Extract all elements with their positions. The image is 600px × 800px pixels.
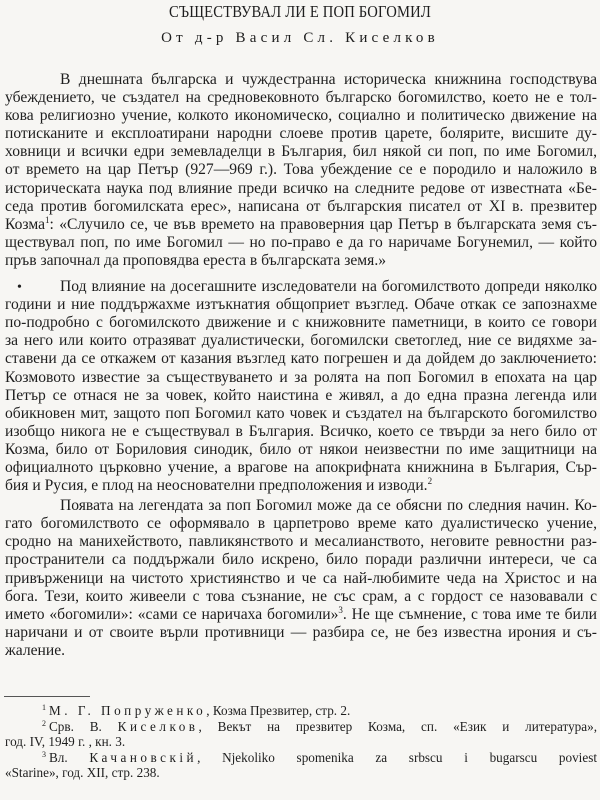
text-line: Козмовото известие за съществуването и за ролята на поп Богомил в епохата на цар: [5, 368, 597, 386]
text-line-with-footnote: [5, 477, 597, 495]
text-line: наричани и от своите върли противници — разбира се, не без известна ирония и съ-: [5, 623, 597, 641]
text-line: В днешната българска и чуждестранна историческа книжнина господствува: [60, 71, 597, 88]
footnote-author: Киселков: [117, 718, 199, 734]
text-line: пространители са поддържали било искрено, било поради различни интереси, че са: [5, 551, 597, 569]
text-line: ховници и всички едри земевладелци в България, бил някой си поп, по име Богомил,: [5, 143, 597, 161]
footnote-ref-3[interactable]: 3: [338, 605, 343, 615]
text-line: години и ние поддържахме изтъкнатия общоприет възглед. Обаче откак се запознахме: [5, 296, 597, 314]
article-body: [5, 71, 597, 660]
article-byline: От д-р Васил Сл. Киселков: [161, 30, 439, 46]
footnote-author: Качановскiй: [89, 749, 198, 765]
footnote-text: , Векът на презвитер Козма, сп. «Език и литература»,: [198, 718, 597, 734]
article-title: СЪЩЕСТВУВАЛ ЛИ Е ПОП БОГОМИЛ: [169, 2, 431, 21]
paragraph-3: [5, 497, 597, 660]
paragraph-1: [5, 71, 597, 270]
text-line: по-подробно с богомилското движение и с книжовните паметници, в които се говори: [5, 314, 597, 332]
text-line: сродно на манихейството, павликянството и месалианството, неговите ревностни раз-: [5, 533, 597, 551]
footnote-2-continuation: год. IV, 1949 г. , кн. 3.: [5, 734, 126, 750]
text-line: седа против богомилската ерес», написана от българския писател от XI в. презвитер: [5, 197, 597, 215]
text-line: Петър се отнася не за човек, който наистина е живял, а до една празна легенда или: [5, 386, 597, 404]
text-line: привърженици на чистото християнство и че са най-любимите чеда на Христос и на: [5, 569, 597, 587]
footnote-3: [5, 750, 597, 766]
text-line: Появата на легендата за поп Богомил може да се обясни по следния начин. Ко-: [60, 497, 597, 515]
text-line-with-footnote: Козма$^1$: «Случило се, че във времето на правоверния цар Петър в българската земя съ-: [5, 215, 597, 233]
footnote-number: 1: [42, 703, 46, 712]
footnote-text: , Козма Презвитер, стр. 2.: [206, 703, 351, 718]
footnote-prefix: Срв. В.: [49, 718, 118, 734]
footnote-separator: [4, 696, 90, 697]
text-fragment: «Случило се, че във времето на правоверния цар Петър в българската земя съ-: [59, 215, 597, 233]
text-line: кова религиозно учение, колкото икономическо, социално и политическо движение на: [5, 107, 597, 125]
footnote-number: 2: [42, 718, 46, 728]
footnote-number: 3: [42, 749, 46, 759]
text-line: изобщо никога не е съществувал в България. Всичко, което се твърди за него било от: [5, 422, 597, 440]
footnote-1: [5, 703, 597, 719]
footnote-3-continuation: «Starine», год. XII, стр. 238.: [5, 765, 160, 781]
text-line: потисканите и експлоатирани народни слоеве против царете, болярите, висшите ду-: [5, 125, 597, 143]
text-line: ществувал поп, по име Богомил — но по-право е да го наричаме Богунемил, — който: [5, 233, 597, 251]
text-line: обикновен мит, защото поп Богомил като човек и създател на българското богомилство: [5, 404, 597, 422]
footnote-text: , Njekoliko spomenika za srbscu i bugarscu poviest: [197, 749, 597, 765]
footnote-author: М. Г. Попруженко: [49, 703, 207, 718]
text-line: Козма, било от Бориловия синодик, било от някои неизвестни по име защитници на: [5, 440, 597, 458]
text-line: пръв започнал да проповядва ереста в българската земя.»: [5, 251, 387, 269]
text-fragment: Козма: [5, 215, 46, 233]
text-line: жаление.: [5, 641, 66, 659]
footnote-ref-2[interactable]: 2: [427, 477, 433, 487]
text-line: официалното църковно учение, а врагове на апокрифната книжнина в България, Сър-: [5, 458, 597, 476]
text-line-with-footnote: [5, 606, 597, 624]
text-fragment: бия и Русия, е плод на неоснователни предположения и изводи.: [5, 477, 428, 495]
footnote-prefix: Вл.: [49, 749, 90, 765]
text-line: Под влияние на досегашните изследователи на богомилството допреди няколко: [60, 278, 597, 296]
footnote-2: [5, 719, 597, 735]
stray-mark: •: [17, 280, 22, 296]
text-line: историческата наука под влияние преди всичко на следните редове от известната «Бе-: [5, 179, 597, 197]
text-line: бога. Тези, които живеели с това съзнание, не със срам, а с гордост се назовавали с: [5, 587, 597, 605]
paragraph-2: [5, 278, 597, 495]
text-line: от времето на цар Петър (927—969 г.). Това убеждение се е породило и наложило в: [5, 161, 597, 179]
text-line: убеждението, че създател на средновековното българско богомилство, което не е тол-: [5, 89, 597, 107]
footnote-ref-1[interactable]: 1: [45, 215, 50, 225]
text-line: за него или които отразяват дуалистически, богомилски светоглед, ние се видяхме за-: [5, 332, 597, 350]
text-fragment: . Не ще съмнение, с това име те били: [342, 605, 597, 623]
text-line: ставени да се откажем от казания възглед като погрешен и да дойдем до заключението:: [5, 350, 597, 368]
footnotes: [5, 703, 597, 781]
text-fragment: името «богомили»: «сами се наричаха богомили»: [5, 605, 339, 623]
text-line: гато богомилството се оформявало в царпетрово време като дуалистическо учение,: [5, 515, 597, 533]
